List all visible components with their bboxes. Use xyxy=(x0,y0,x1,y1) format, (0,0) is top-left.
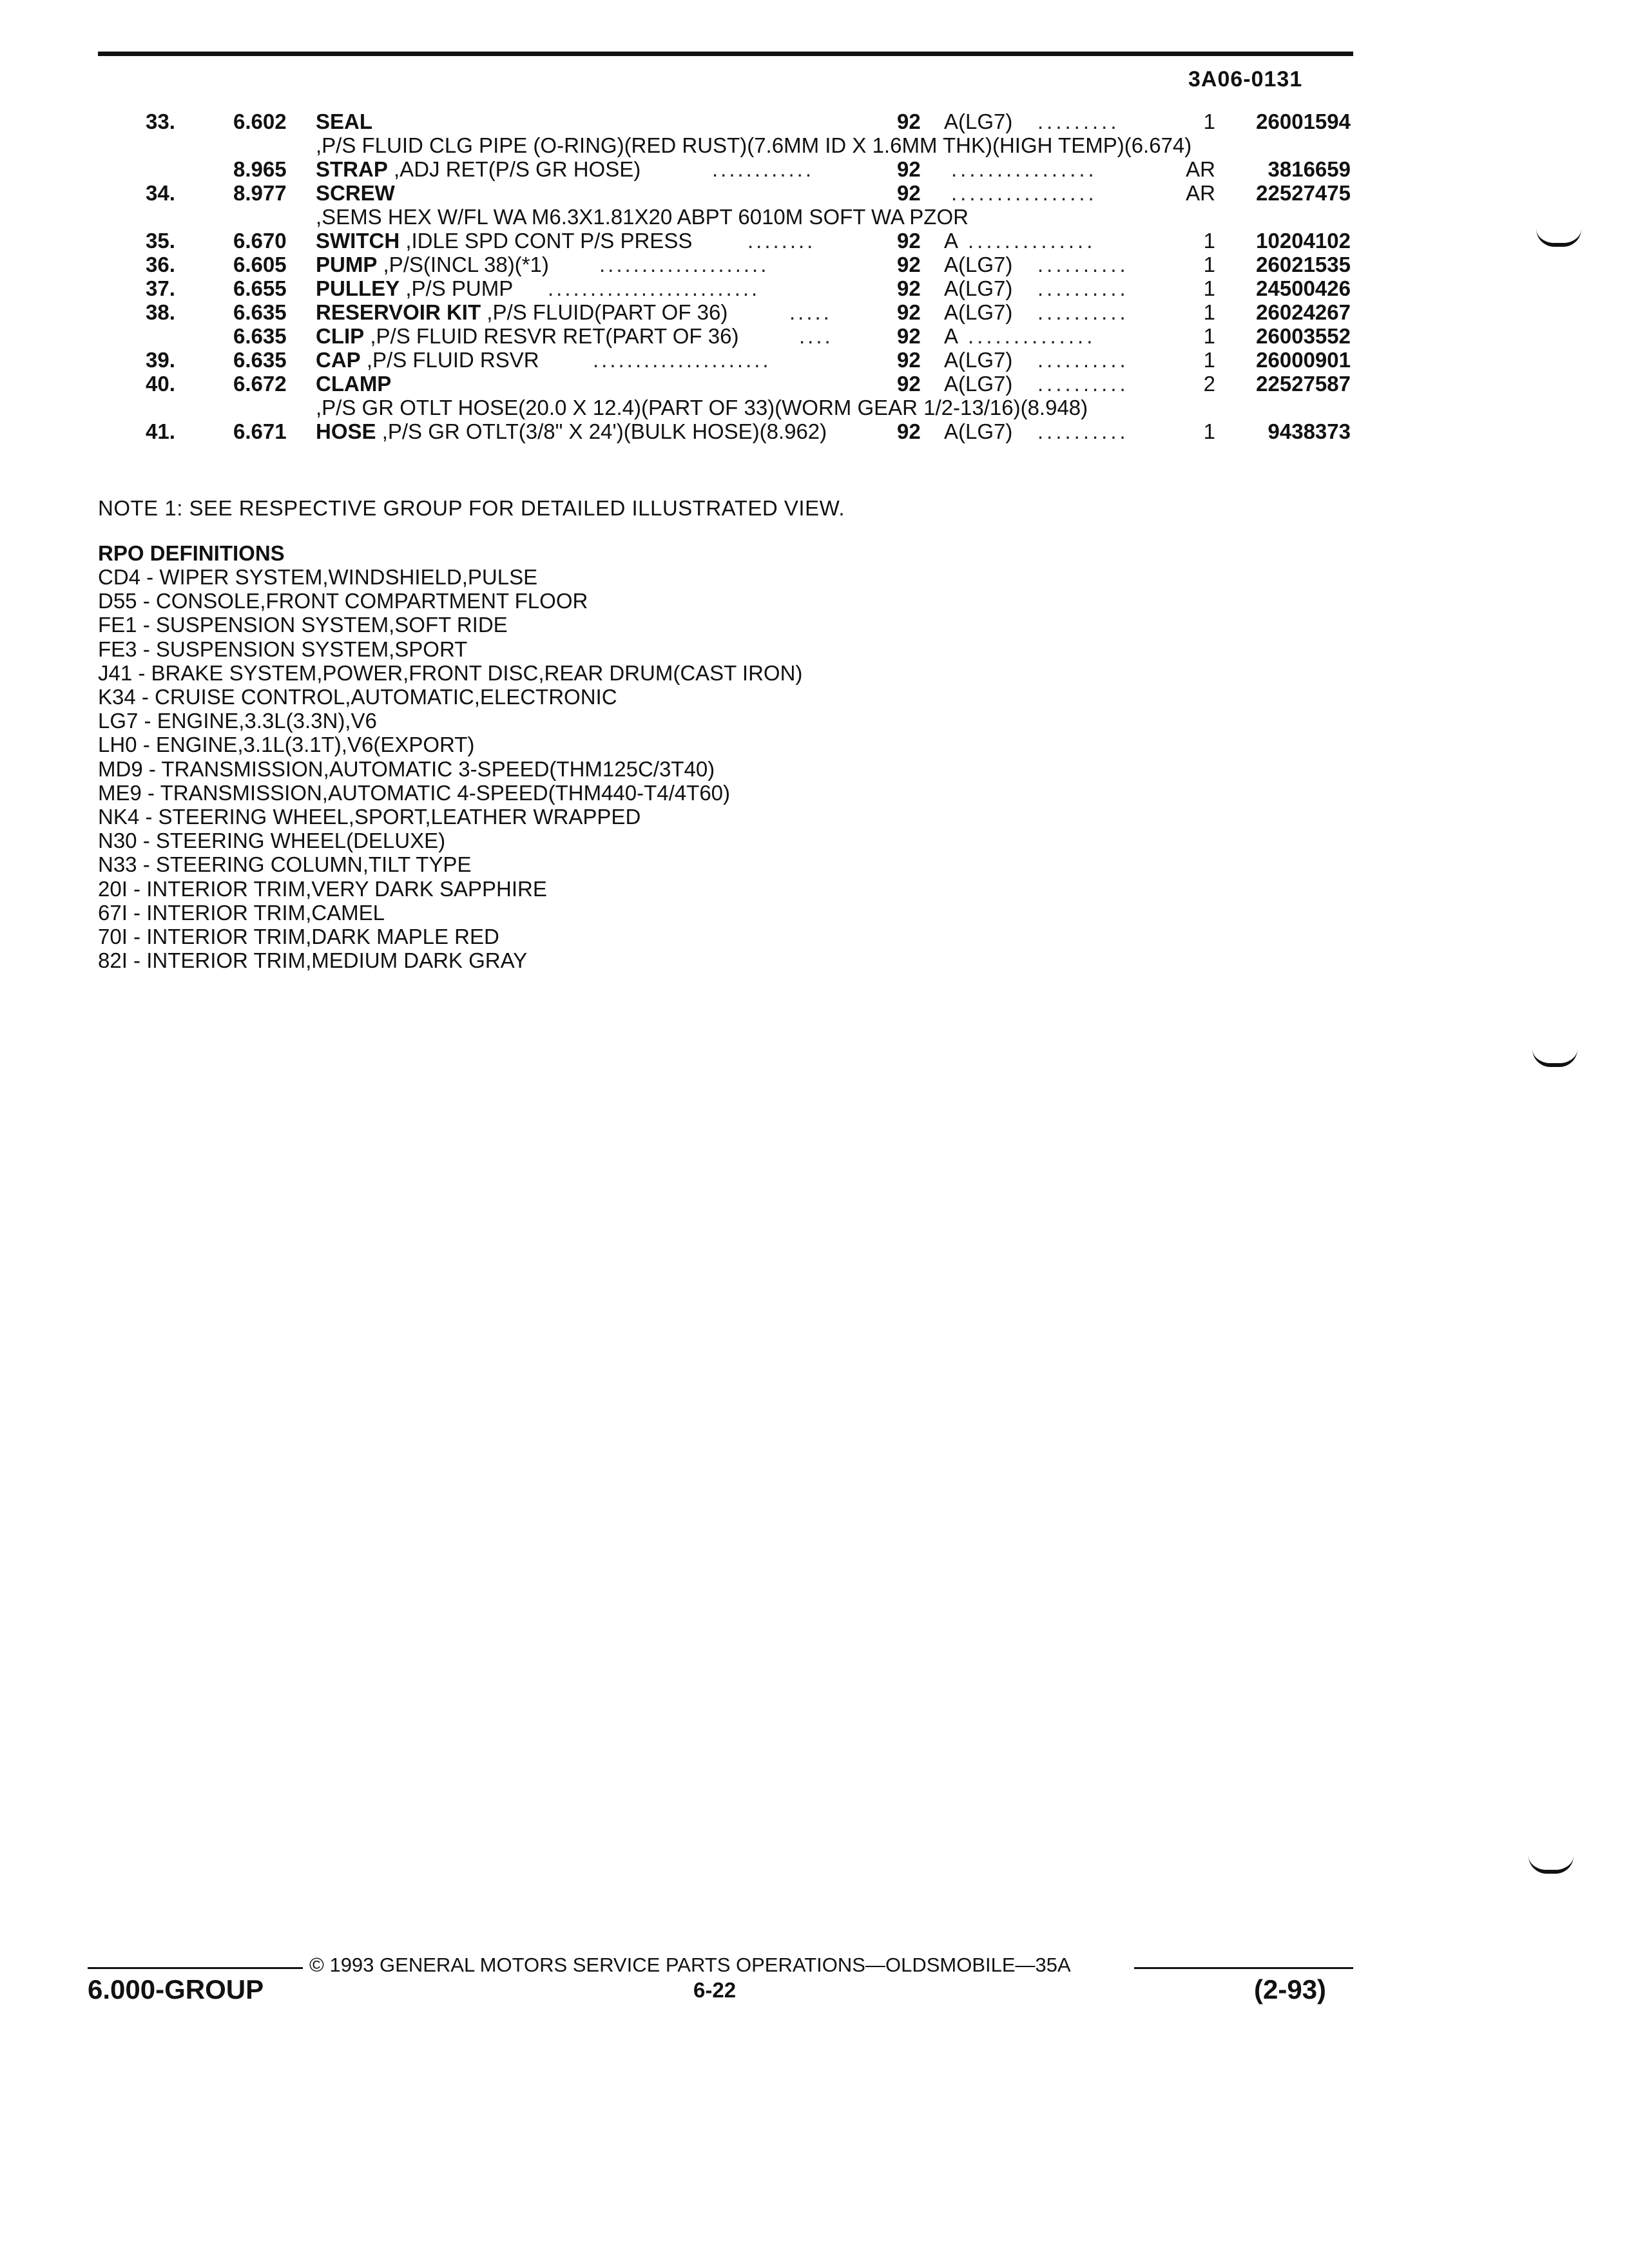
model-year: 92 xyxy=(897,324,921,348)
part-detail: ,P/S FLUID(PART OF 36) xyxy=(481,300,728,324)
table-row xyxy=(0,372,1629,419)
table-row xyxy=(0,181,1629,229)
footer-rule xyxy=(88,1967,303,1969)
dot-leader: .......... xyxy=(1037,276,1129,300)
dot-leader: .......... xyxy=(1037,300,1129,324)
application: A(LG7) xyxy=(944,348,1013,372)
dot-leader: ..................... xyxy=(593,348,771,372)
footnote: NOTE 1: SEE RESPECTIVE GROUP FOR DETAILED ILLUSTRATED VIEW. xyxy=(98,496,845,520)
part-detail: ,P/S PUMP xyxy=(400,276,514,300)
part-description xyxy=(316,324,844,348)
item-number: 39. xyxy=(146,348,175,372)
table-row xyxy=(0,276,1629,300)
revision-date: (2-93) xyxy=(1254,1974,1327,2004)
model-year: 92 xyxy=(897,253,921,276)
quantity: 1 xyxy=(1203,348,1215,372)
dot-leader: .... xyxy=(799,324,833,348)
part-detail: ,P/S FLUID RESVR RET(PART OF 36) xyxy=(364,324,739,348)
model-year: 92 xyxy=(897,276,921,300)
group-number: 6.671 xyxy=(233,419,287,443)
rpo-definition: FE3 - SUSPENSION SYSTEM,SPORT xyxy=(98,637,468,661)
table-row xyxy=(0,157,1629,181)
part-name: CLIP xyxy=(316,324,365,348)
dot-leader: .......... xyxy=(1037,253,1129,276)
model-year: 92 xyxy=(897,348,921,372)
item-number: 34. xyxy=(146,181,175,205)
model-year: 92 xyxy=(897,372,921,396)
dot-leader: ................ xyxy=(951,181,1097,205)
part-detail: ,P/S FLUID RSVR xyxy=(360,348,539,372)
rpo-definition: 82I - INTERIOR TRIM,MEDIUM DARK GRAY xyxy=(98,948,528,973)
table-row xyxy=(0,229,1629,253)
item-number: 41. xyxy=(146,419,175,443)
quantity: AR xyxy=(1186,181,1215,205)
dot-leader: ......................... xyxy=(548,276,760,300)
part-number: 22527587 xyxy=(1256,372,1351,396)
quantity: AR xyxy=(1186,157,1215,181)
rpo-definition: ME9 - TRANSMISSION,AUTOMATIC 4-SPEED(THM440-T4/4T60) xyxy=(98,780,731,805)
rpo-definition: D55 - CONSOLE,FRONT COMPARTMENT FLOOR xyxy=(98,589,588,613)
application: A xyxy=(944,324,959,348)
footer-rule xyxy=(1134,1967,1353,1969)
dot-leader: ..... xyxy=(789,300,832,324)
application: A(LG7) xyxy=(944,300,1013,324)
group-number: 6.655 xyxy=(233,276,287,300)
rpo-definitions-list xyxy=(98,565,802,972)
group-number: 6.670 xyxy=(233,229,287,253)
table-row xyxy=(0,348,1629,372)
model-year: 92 xyxy=(897,300,921,324)
group-number: 6.635 xyxy=(233,324,287,348)
quantity: 1 xyxy=(1203,300,1215,324)
part-number: 26001594 xyxy=(1256,110,1351,133)
model-year: 92 xyxy=(897,229,921,253)
group-number: 6.602 xyxy=(233,110,287,133)
group-number: 8.977 xyxy=(233,181,287,205)
rpo-definition: J41 - BRAKE SYSTEM,POWER,FRONT DISC,REAR DRUM(CAST IRON) xyxy=(98,660,803,685)
part-name: HOSE xyxy=(316,419,376,443)
part-detail: ,ADJ RET(P/S GR HOSE) xyxy=(387,157,641,181)
part-detail: ,P/S FLUID CLG PIPE (O-RING)(RED RUST)(7.6MM ID X 1.6MM THK)(HIGH TEMP)(6.674) xyxy=(316,133,1192,157)
part-number: 26024267 xyxy=(1256,300,1351,324)
part-number: 9438373 xyxy=(1268,419,1351,443)
part-name: RESERVOIR KIT xyxy=(316,300,481,324)
part-number: 26000901 xyxy=(1256,348,1351,372)
binder-hole-mark xyxy=(1532,1049,1577,1067)
part-name: SCREW xyxy=(316,181,395,205)
table-row xyxy=(0,419,1629,467)
part-detail: ,IDLE SPD CONT P/S PRESS xyxy=(400,229,693,253)
part-number: 26021535 xyxy=(1256,253,1351,276)
model-year: 92 xyxy=(897,419,921,443)
part-number: 26003552 xyxy=(1256,324,1351,348)
quantity: 2 xyxy=(1203,372,1215,396)
dot-leader: ......... xyxy=(1037,110,1120,133)
group-number: 6.635 xyxy=(233,348,287,372)
item-number: 35. xyxy=(146,229,175,253)
table-row xyxy=(0,253,1629,276)
rpo-definition: 20I - INTERIOR TRIM,VERY DARK SAPPHIRE xyxy=(98,876,547,901)
table-row xyxy=(0,324,1629,348)
part-name: CLAMP xyxy=(316,372,392,396)
part-detail: ,P/S GR OTLT(3/8" X 24')(BULK HOSE)(8.962) xyxy=(376,419,827,443)
part-description xyxy=(316,419,844,443)
quantity: 1 xyxy=(1203,229,1215,253)
dot-leader: .......... xyxy=(1037,419,1129,443)
part-detail: ,P/S(INCL 38)(*1) xyxy=(377,253,549,276)
part-number: 22527475 xyxy=(1256,181,1351,205)
part-name: SWITCH xyxy=(316,229,400,253)
part-detail: ,SEMS HEX W/FL WA M6.3X1.81X20 ABPT 6010M SOFT WA PZOR xyxy=(316,205,969,229)
part-description xyxy=(316,300,844,324)
part-name: PULLEY xyxy=(316,276,400,300)
rpo-definitions-title: RPO DEFINITIONS xyxy=(98,541,285,565)
copyright-text: © 1993 GENERAL MOTORS SERVICE PARTS OPERATIONS—OLDSMOBILE—35A xyxy=(309,1954,1071,1976)
application: A xyxy=(944,229,959,253)
dot-leader: ........ xyxy=(747,229,816,253)
part-name: STRAP xyxy=(316,157,388,181)
quantity: 1 xyxy=(1203,419,1215,443)
group-number: 6.672 xyxy=(233,372,287,396)
page-number: 6-22 xyxy=(693,1978,737,2002)
rpo-definition: N33 - STEERING COLUMN,TILT TYPE xyxy=(98,852,472,877)
dot-leader: .................... xyxy=(599,253,769,276)
application: A(LG7) xyxy=(944,253,1013,276)
model-year: 92 xyxy=(897,110,921,133)
group-number: 8.965 xyxy=(233,157,287,181)
application: A(LG7) xyxy=(944,110,1013,133)
rpo-definition: K34 - CRUISE CONTROL,AUTOMATIC,ELECTRONIC xyxy=(98,685,617,709)
item-number: 33. xyxy=(146,110,175,133)
group-number: 6.635 xyxy=(233,300,287,324)
part-name: CAP xyxy=(316,348,361,372)
rpo-definition: NK4 - STEERING WHEEL,SPORT,LEATHER WRAPPED xyxy=(98,805,641,829)
rpo-definition: LH0 - ENGINE,3.1L(3.1T),V6(EXPORT) xyxy=(98,733,475,757)
item-number: 38. xyxy=(146,300,175,324)
item-number: 37. xyxy=(146,276,175,300)
table-row xyxy=(0,300,1629,324)
rpo-definition: 70I - INTERIOR TRIM,DARK MAPLE RED xyxy=(98,925,499,949)
quantity: 1 xyxy=(1203,110,1215,133)
table-row xyxy=(0,110,1629,157)
binder-hole-mark xyxy=(1528,1856,1574,1874)
part-detail: ,P/S GR OTLT HOSE(20.0 X 12.4)(PART OF 33)(WORM GEAR 1/2-13/16)(8.948) xyxy=(316,396,1088,419)
dot-leader: .............. xyxy=(968,324,1096,348)
group-label: 6.000-GROUP xyxy=(88,1974,264,2004)
application: A(LG7) xyxy=(944,276,1013,300)
item-number: 36. xyxy=(146,253,175,276)
model-year: 92 xyxy=(897,181,921,205)
application: A(LG7) xyxy=(944,372,1013,396)
dot-leader: ................ xyxy=(951,157,1097,181)
parts-table xyxy=(0,110,1629,467)
top-rule xyxy=(98,52,1353,56)
part-number: 10204102 xyxy=(1256,229,1351,253)
quantity: 1 xyxy=(1203,324,1215,348)
part-number: 3816659 xyxy=(1268,157,1351,181)
rpo-definition: CD4 - WIPER SYSTEM,WINDSHIELD,PULSE xyxy=(98,565,538,589)
model-year: 92 xyxy=(897,157,921,181)
quantity: 1 xyxy=(1203,276,1215,300)
rpo-definition: LG7 - ENGINE,3.3L(3.3N),V6 xyxy=(98,709,377,733)
part-name: PUMP xyxy=(316,253,378,276)
quantity: 1 xyxy=(1203,253,1215,276)
dot-leader: .......... xyxy=(1037,372,1129,396)
dot-leader: .......... xyxy=(1037,348,1129,372)
rpo-definition: N30 - STEERING WHEEL(DELUXE) xyxy=(98,829,446,853)
item-number: 40. xyxy=(146,372,175,396)
dot-leader: ............ xyxy=(712,157,815,181)
group-number: 6.605 xyxy=(233,253,287,276)
catalog-id: 3A06-0131 xyxy=(1188,67,1303,91)
rpo-definition: MD9 - TRANSMISSION,AUTOMATIC 3-SPEED(THM125C/3T40) xyxy=(98,756,715,781)
dot-leader: .............. xyxy=(968,229,1096,253)
rpo-definition: 67I - INTERIOR TRIM,CAMEL xyxy=(98,900,385,925)
part-number: 24500426 xyxy=(1256,276,1351,300)
rpo-definition: FE1 - SUSPENSION SYSTEM,SOFT RIDE xyxy=(98,613,508,637)
part-name: SEAL xyxy=(316,110,373,133)
application: A(LG7) xyxy=(944,419,1013,443)
